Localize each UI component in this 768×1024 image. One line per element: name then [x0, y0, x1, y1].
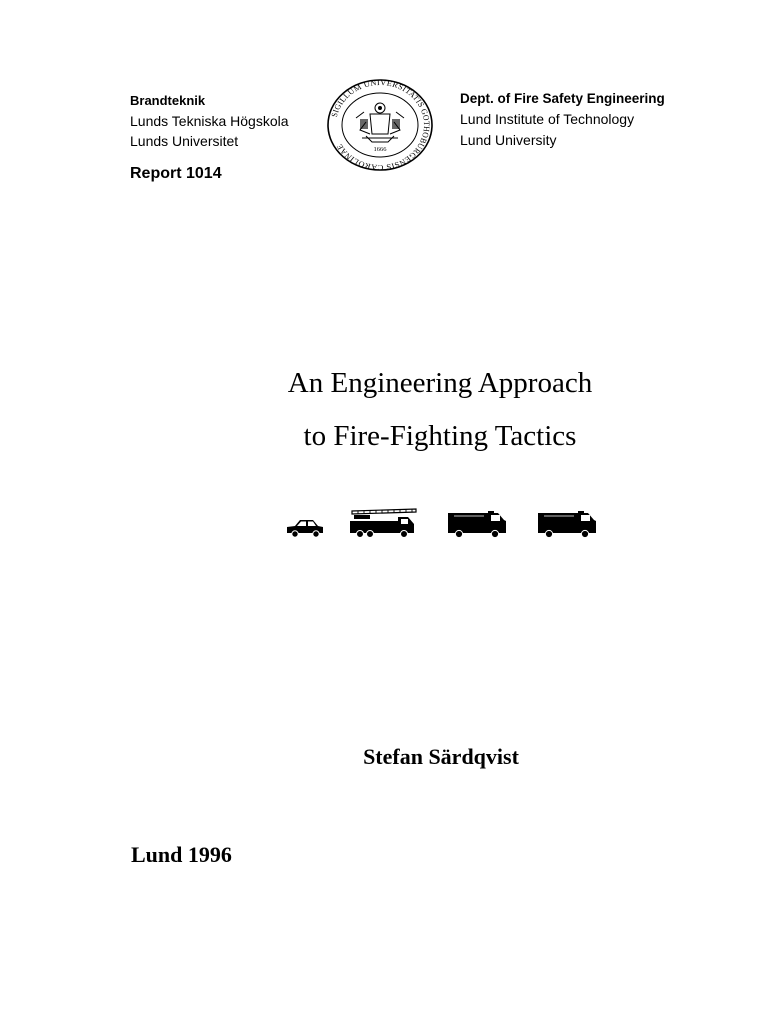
university-name-en: Lund University: [460, 132, 557, 148]
title-line-2: to Fire-Fighting Tactics: [303, 420, 577, 452]
department-name-en: Dept. of Fire Safety Engineering: [460, 91, 665, 106]
fire-engine-icon: [538, 511, 596, 538]
place-and-year: Lund 1996: [131, 842, 232, 867]
english-affiliation: [460, 88, 665, 151]
vehicle-row: [280, 505, 610, 545]
report-number: Report 1014: [130, 165, 222, 182]
institute-name-en: Lund Institute of Technology: [460, 111, 635, 127]
institute-name-sv: Lunds Tekniska Högskola: [130, 113, 289, 129]
university-seal-icon: [326, 78, 434, 172]
department-name-sv: Brandteknik: [130, 93, 206, 108]
university-name-sv: Lunds Universitet: [130, 133, 239, 149]
seal-ring-text: SIGILLUM UNIVERSITATIS GOTHOBURGENSIS CAROLINAE: [329, 78, 432, 172]
car-icon: [287, 520, 323, 537]
title-line-1: An Engineering Approach: [287, 367, 593, 399]
swedish-affiliation: [130, 91, 289, 151]
ladder-truck-icon: [350, 509, 416, 538]
seal-year: 1666: [373, 146, 387, 153]
svg-text:SIGILLUM UNIVERSITATIS GOTHOBU: [330, 78, 432, 171]
fire-engine-icon: [448, 511, 506, 538]
author-name: Stefan Särdqvist: [363, 744, 519, 769]
